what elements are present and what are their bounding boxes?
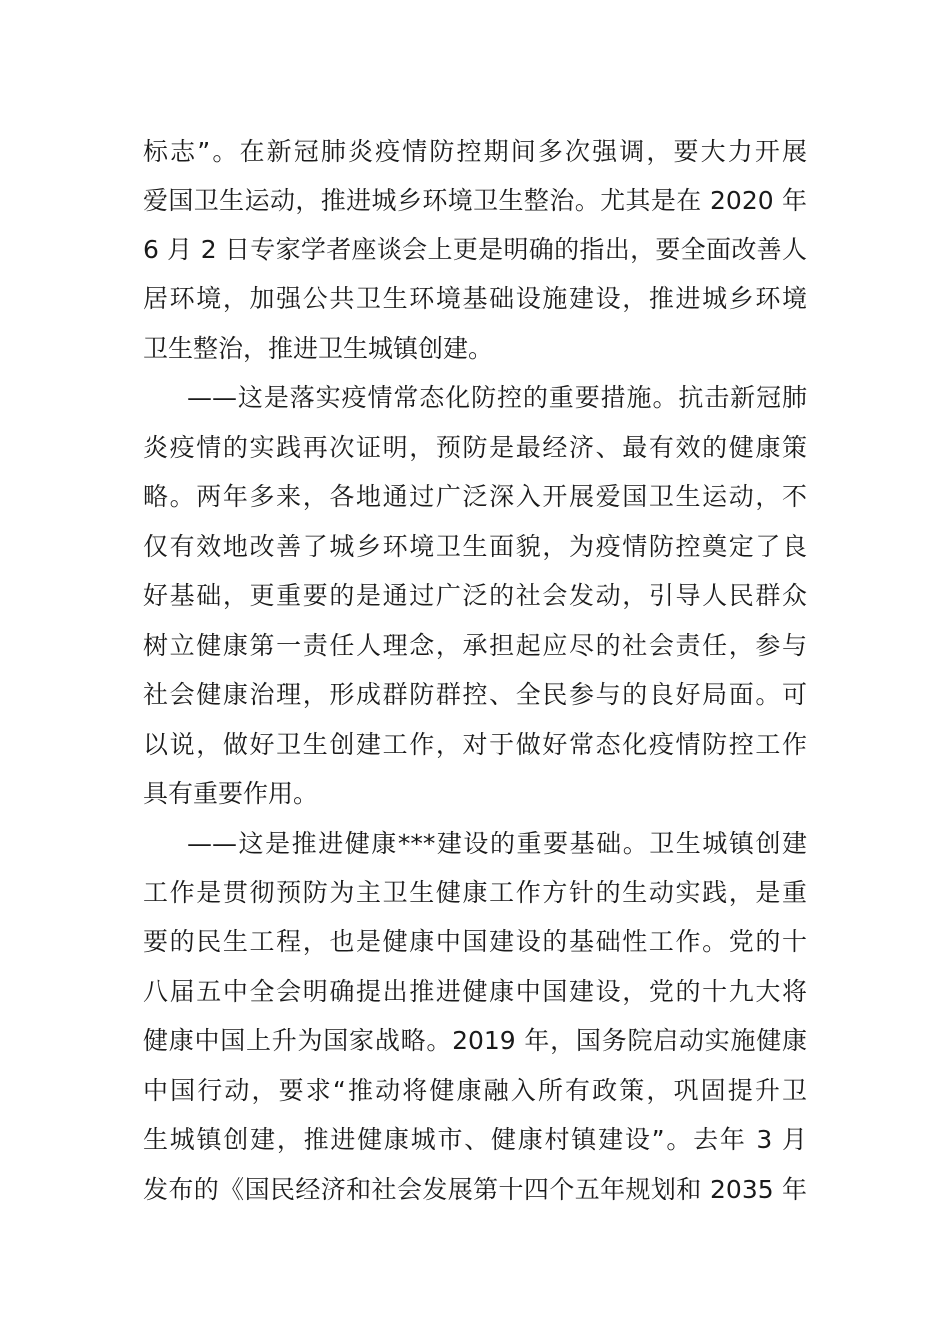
text-line: 好基础，更重要的是通过广泛的社会发动，引导人民群众	[143, 581, 807, 610]
text-line: 生城镇创建，推进健康城市、健康村镇建设”。去年 3 月	[143, 1125, 807, 1154]
text-line: 健康中国上升为国家战略。2019 年，国务院启动实施健康	[143, 1026, 807, 1055]
text-line: 中国行动，要求“推动将健康融入所有政策，巩固提升卫	[143, 1076, 807, 1105]
text-line: 爱国卫生运动，推进城乡环境卫生整治。尤其是在 2020 年	[143, 186, 807, 215]
text-line: 发布的《国民经济和社会发展第十四个五年规划和 2035 年	[143, 1175, 807, 1204]
text-line: 树立健康第一责任人理念，承担起应尽的社会责任，参与	[143, 631, 807, 660]
text-line: 工作是贯彻预防为主卫生健康工作方针的生动实践，是重	[143, 878, 807, 907]
text-line: 要的民生工程，也是健康中国建设的基础性工作。党的十	[143, 927, 807, 956]
text-line: 以说，做好卫生创建工作，对于做好常态化疫情防控工作	[143, 730, 807, 759]
text-line: 炎疫情的实践再次证明，预防是最经济、最有效的健康策	[143, 433, 807, 462]
text-line: 居环境，加强公共卫生环境基础设施建设，推进城乡环境	[143, 284, 807, 313]
text-line: 具有重要作用。	[143, 779, 319, 808]
text-line: ——这是推进健康***建设的重要基础。卫生城镇创建	[187, 829, 807, 858]
text-line: 仅有效地改善了城乡环境卫生面貌，为疫情防控奠定了良	[143, 532, 807, 561]
text-line: 社会健康治理，形成群防群控、全民参与的良好局面。可	[143, 680, 807, 709]
text-line: ——这是落实疫情常态化防控的重要措施。抗击新冠肺	[187, 383, 807, 412]
text-line: 标志”。在新冠肺炎疫情防控期间多次强调，要大力开展	[143, 137, 807, 166]
text-line: 卫生整治，推进卫生城镇创建。	[143, 334, 494, 363]
text-line: 略。两年多来，各地通过广泛深入开展爱国卫生运动，不	[143, 482, 807, 511]
text-line: 八届五中全会明确提出推进健康中国建设，党的十九大将	[143, 977, 807, 1006]
text-line: 6 月 2 日专家学者座谈会上更是明确的指出，要全面改善人	[143, 235, 807, 264]
